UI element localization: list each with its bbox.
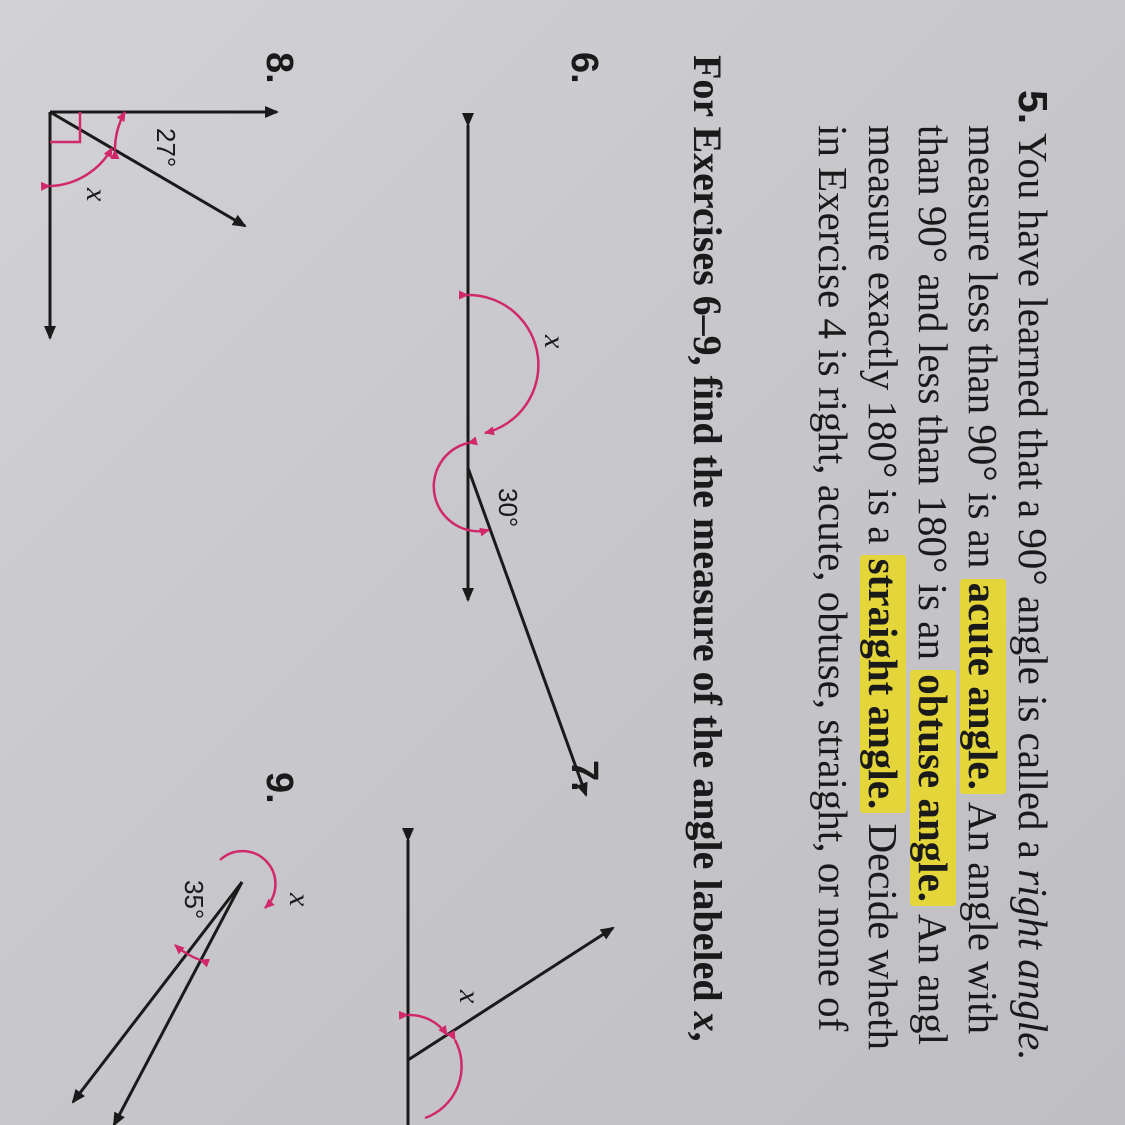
- ex6-label-x: x: [538, 335, 571, 349]
- ex6-number: 6.: [563, 52, 605, 84]
- ex9-number: 9.: [258, 772, 300, 804]
- ex9-label-35: 35°: [179, 880, 209, 920]
- ex8-figure: [50, 112, 277, 338]
- ex7-figure: [408, 840, 613, 1125]
- ex9-label-x: x: [283, 893, 316, 907]
- ex5-line3-text-a: than 90° and less than 180° is an: [910, 125, 956, 660]
- ex9-ray-vertical: [114, 882, 242, 1125]
- highlight-obtuse-angle: obtuse angle.: [910, 670, 956, 906]
- ex5-line2-text-b: An angle with: [960, 801, 1006, 1035]
- instructions-comma: ,: [685, 1031, 730, 1042]
- ex7-label-x: x: [453, 990, 486, 1004]
- ex7-arc-other: [425, 1040, 462, 1118]
- ex5-line3-text-b: An angl: [910, 914, 956, 1045]
- ex7-ray-diagonal: [408, 928, 613, 1060]
- instructions-text: For Exercises 6–9, find the measure of the angle labeled: [685, 55, 730, 1002]
- ex5-line1-text: You have learned that a 90° angle is called a: [1010, 132, 1056, 860]
- ex9-ray-diagonal: [73, 882, 242, 1102]
- ex7-number: 7.: [563, 760, 605, 792]
- ex8-label-x: x: [80, 188, 113, 202]
- ex8-arc-27: [115, 112, 125, 150]
- highlight-straight-angle: straight angle.: [860, 555, 906, 814]
- ex8-label-27: 27°: [151, 128, 181, 168]
- ex9-figure: [73, 851, 316, 1125]
- ex5-line2-text-a: measure less than 90° is an: [960, 125, 1006, 569]
- highlight-acute-angle: acute angle.: [960, 579, 1006, 794]
- ex5-line4-text-b: Decide wheth: [860, 823, 906, 1051]
- ex8-number: 8.: [258, 52, 300, 84]
- instructions-variable: x: [685, 1011, 730, 1032]
- ex6-arc-x: [468, 295, 538, 433]
- ex8-arc-x: [50, 148, 112, 186]
- ex6-ray-diagonal: [468, 468, 586, 795]
- ex6-arc-30: [434, 443, 489, 531]
- ex5-line1-italic: right angle.: [1010, 869, 1056, 1061]
- ex5-line5-text: in Exercise 4 is right, acute, obtuse, straight, or none of: [810, 125, 856, 1032]
- ex6-label-30: 30°: [493, 488, 523, 528]
- ex5-line4-text-a: measure exactly 180° is a: [860, 125, 906, 545]
- ex7-arc-x: [408, 1015, 447, 1035]
- ex6-figure: [434, 125, 586, 795]
- ex5-number: 5.: [1010, 90, 1056, 125]
